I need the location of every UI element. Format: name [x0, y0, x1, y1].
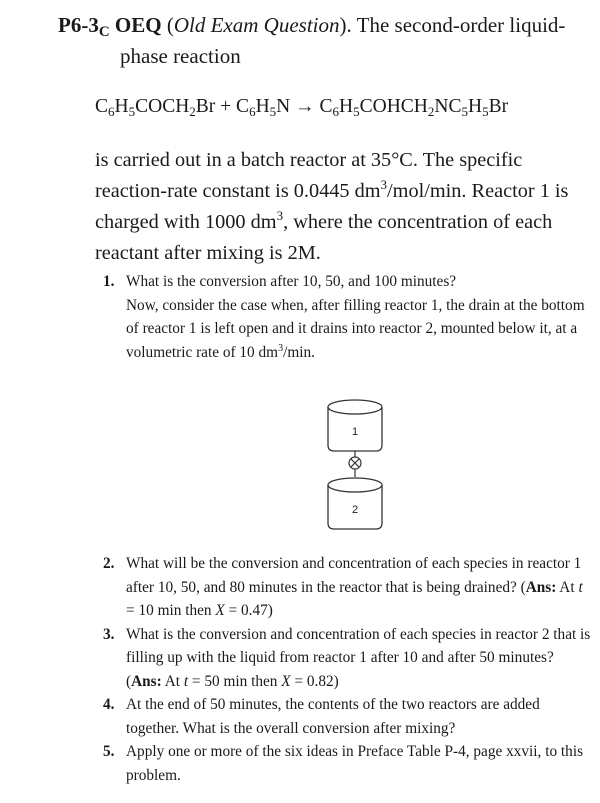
answer-label: Ans:	[525, 578, 557, 596]
question-text: What is the conversion after 10, 50, and 100 minutes?	[126, 273, 457, 290]
reactor-2-label: 2	[351, 504, 359, 516]
intro-line2: phase reaction	[120, 44, 241, 68]
question-text: What will be the conversion and concentration of each species in reactor 1 after 10, 50, and 80 minutes in the reactor that is being drained? (	[126, 555, 582, 596]
problem-description	[95, 145, 575, 269]
question-number: 5.	[103, 743, 115, 760]
plus-sign: +	[220, 96, 232, 117]
description-line-1: is carried out in a batch reactor at 35°C. The specific	[95, 149, 523, 171]
problem-title: $P6-3_C$ OEQ (Old Exam Question). The second-order liquid- phase reaction	[58, 10, 578, 72]
product: $C_6H_5COHCH_2NC_5H_5Br$	[319, 96, 509, 119]
question-followup: Now, consider the case when, after filling reactor 1, the drain at the bottom of reactor 1 is left open and it drains into reactor 2, mounted below it, at a volumetric rate of 10 $dm^3/\min$.	[126, 296, 585, 361]
question-number: 2.	[103, 555, 115, 572]
reactor-diagram	[320, 395, 390, 537]
problem-number: $P6-3_C$	[58, 13, 110, 40]
reaction-equation	[95, 93, 575, 121]
question-number: 4.	[103, 696, 115, 713]
question-text: Apply one or more of the six ideas in Preface Table P-4, page xxvii, to this problem.	[126, 743, 584, 784]
intro-tail: . The second-order liquid-	[346, 13, 566, 37]
reaction-arrow: →	[295, 96, 315, 117]
question-2: 2. What will be the conversion and concentration of each species in reactor 1 after 10, 50, and 80 minutes in the reactor that is being drained? (Ans: At t = 10 min then X = 0.47)	[103, 552, 593, 623]
question-1	[103, 270, 593, 364]
reactor-1	[328, 400, 382, 451]
problem-tag-full: Old Exam Question	[173, 13, 340, 37]
reactor-2	[328, 478, 382, 529]
question-text: At the end of 50 minutes, the contents of the two reactors are added together. What is the overall conversion after mixing?	[126, 696, 540, 737]
question-text: What is the conversion and concentration of each species in reactor 2 that is filling up with the liquid from reactor 1 after 10 and after 50 minutes? (	[126, 625, 591, 690]
question-number: 1.	[103, 273, 115, 290]
problem-tag: OEQ	[114, 13, 162, 37]
question-list-part-2	[103, 552, 593, 787]
question-number: 3.	[103, 625, 115, 643]
description-line-4: reactant after mixing is 2M.	[95, 242, 321, 264]
question-list-part-1	[103, 270, 593, 364]
question-5	[103, 740, 593, 787]
reactant-2: $C_6H_5N$	[236, 96, 291, 119]
question-4	[103, 693, 593, 740]
valve-icon	[349, 457, 361, 469]
reactant-1: $C_6H_5COCH_2Br$	[95, 96, 216, 119]
reactor-1-label: 1	[351, 426, 359, 438]
description-line-2: reaction-rate constant is 0.0445 $dm^3/mol/\min$. Reactor 1 is	[95, 177, 569, 202]
answer-label: Ans:	[131, 672, 162, 690]
question-3: 3. What is the conversion and concentration of each species in reactor 2 that is filling up with the liquid from reactor 1 after 10 and after 50 minutes? (Ans: At t = 50 min then X = 0.82)	[103, 623, 593, 694]
description-line-3: charged with 1000 $dm^3$, where the concentration of each	[95, 208, 553, 233]
